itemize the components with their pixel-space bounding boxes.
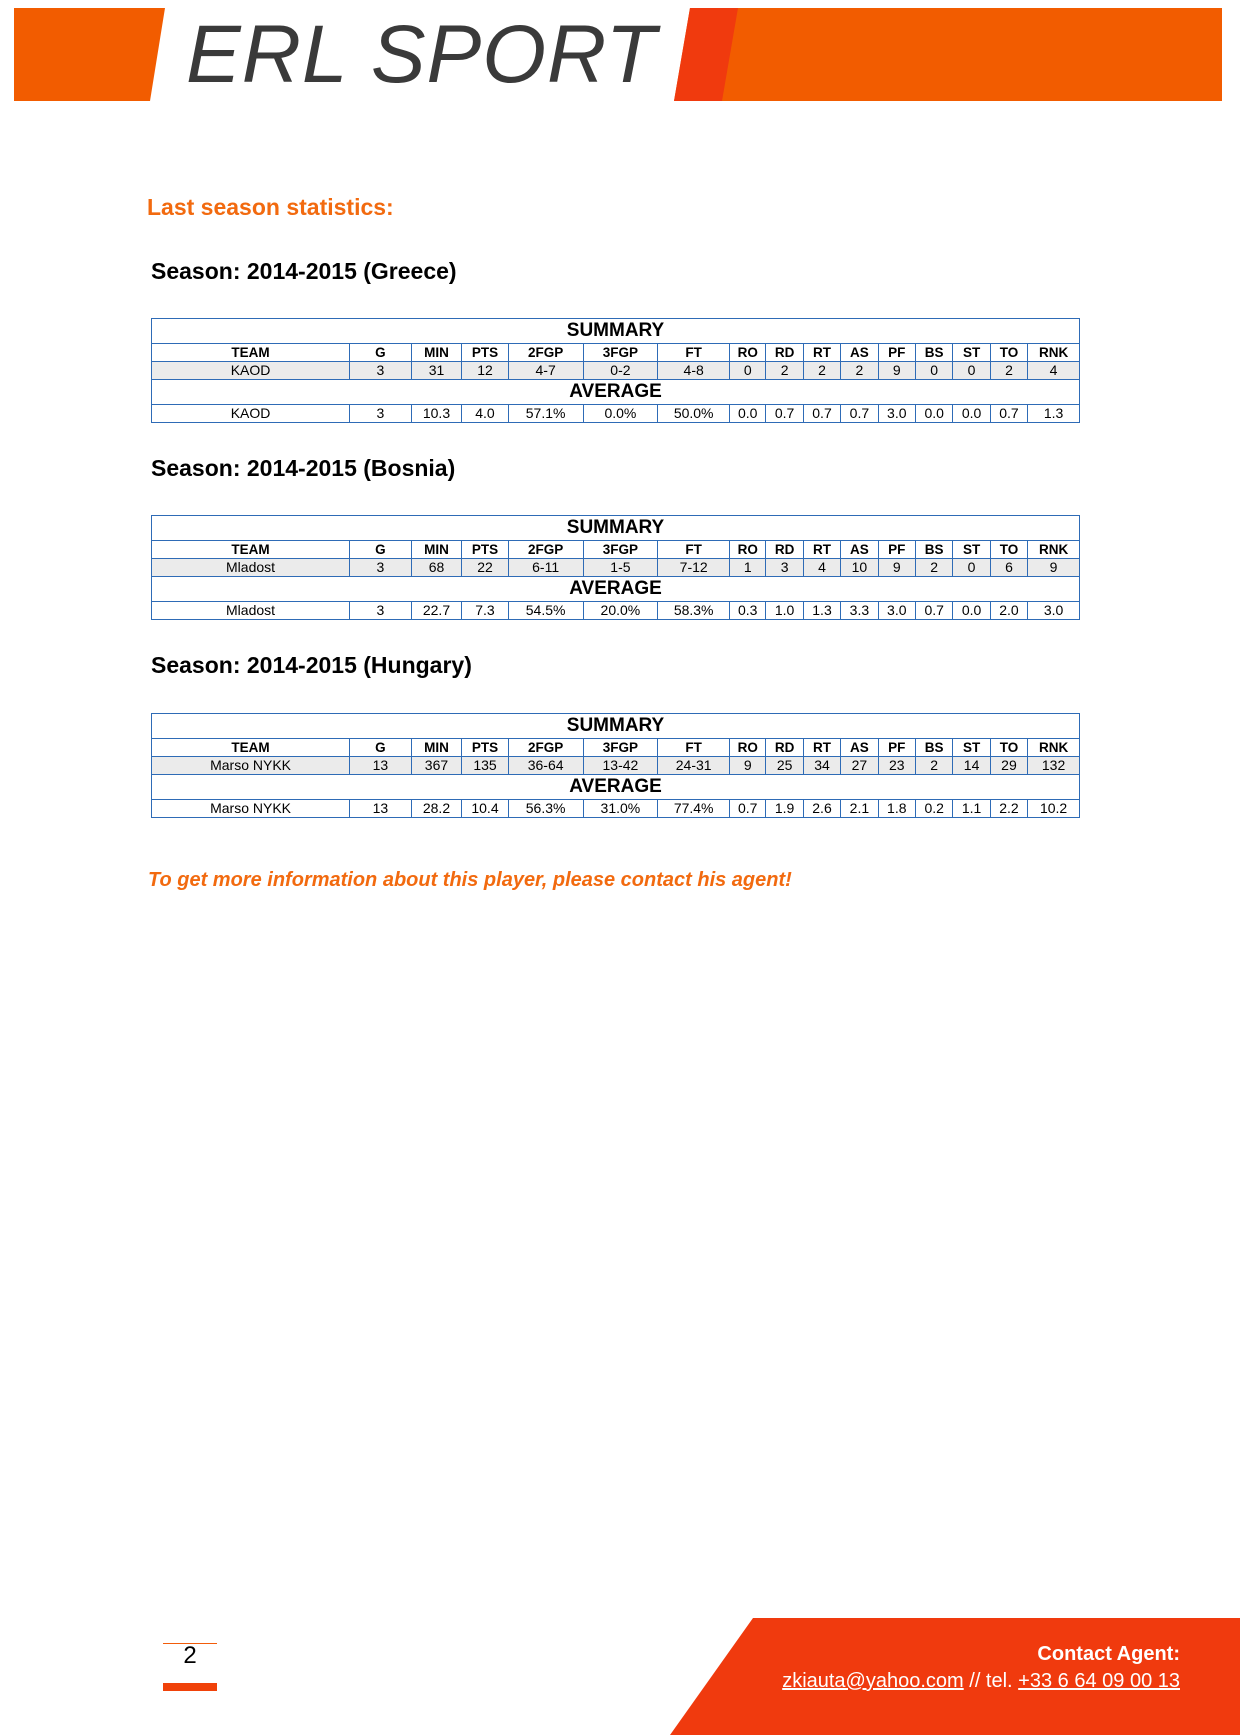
column-header: TEAM: [152, 344, 350, 362]
average-banner: AVERAGE: [152, 775, 1080, 800]
table-cell: 9: [878, 362, 915, 380]
table-cell: 0.7: [766, 405, 803, 423]
table-cell: 3.0: [878, 602, 915, 620]
table-cell: 2: [990, 362, 1027, 380]
table-cell: 9: [878, 559, 915, 577]
header-row: [152, 541, 1080, 559]
summary-banner: SUMMARY: [152, 319, 1080, 344]
table-cell: 10: [841, 559, 878, 577]
table-cell: 13-42: [583, 757, 658, 775]
table-cell: 6-11: [508, 559, 583, 577]
table-cell: 3.0: [878, 405, 915, 423]
table-cell: 132: [1028, 757, 1080, 775]
table-cell: 25: [766, 757, 803, 775]
table-cell: 0.0: [953, 405, 990, 423]
table-cell: 56.3%: [508, 800, 583, 818]
column-header: RT: [803, 739, 840, 757]
table-cell: 7-12: [658, 559, 730, 577]
section-title: Last season statistics:: [147, 194, 394, 220]
column-header: TO: [990, 541, 1027, 559]
table-cell: 0.2: [915, 800, 952, 818]
column-header: RT: [803, 541, 840, 559]
table-cell: 58.3%: [658, 602, 730, 620]
table-cell: 1.8: [878, 800, 915, 818]
table-cell: 9: [1028, 559, 1080, 577]
column-header: RO: [730, 739, 766, 757]
column-header: RNK: [1028, 541, 1080, 559]
table-cell: 34: [803, 757, 840, 775]
table-cell: 2: [766, 362, 803, 380]
agent-phone-link[interactable]: +33 6 64 09 00 13: [1018, 1670, 1180, 1692]
column-header: 2FGP: [508, 739, 583, 757]
column-header: G: [350, 739, 412, 757]
average-row: [152, 602, 1080, 620]
summary-row: [152, 757, 1080, 775]
table-cell: 0-2: [583, 362, 658, 380]
table-cell: 23: [878, 757, 915, 775]
table-cell: Marso NYKK: [152, 757, 350, 775]
table-cell: 135: [462, 757, 508, 775]
column-header: PF: [878, 739, 915, 757]
table-cell: 31.0%: [583, 800, 658, 818]
table-cell: 0.7: [915, 602, 952, 620]
table-cell: 2: [915, 559, 952, 577]
table-cell: 24-31: [658, 757, 730, 775]
table-cell: 2: [915, 757, 952, 775]
table-cell: 0.7: [841, 405, 878, 423]
column-header: 3FGP: [583, 739, 658, 757]
column-header: RNK: [1028, 739, 1080, 757]
column-header: PTS: [462, 541, 508, 559]
table-cell: 4: [803, 559, 840, 577]
brand-logo: ERL SPORT: [186, 9, 657, 100]
table-cell: 0: [915, 362, 952, 380]
table-cell: 0.0%: [583, 405, 658, 423]
table-cell: 0.0: [953, 602, 990, 620]
stats-table: [151, 515, 1080, 620]
table-cell: 7.3: [462, 602, 508, 620]
table-cell: 0: [953, 362, 990, 380]
column-header: RO: [730, 541, 766, 559]
average-row: [152, 800, 1080, 818]
table-cell: 3: [766, 559, 803, 577]
table-cell: 0.0: [730, 405, 766, 423]
column-header: BS: [915, 541, 952, 559]
agent-email-link[interactable]: zkiauta@yahoo.com: [782, 1670, 964, 1692]
table-cell: 13: [350, 757, 412, 775]
table-cell: 4-8: [658, 362, 730, 380]
table-cell: 3: [350, 559, 412, 577]
column-header: ST: [953, 344, 990, 362]
table-cell: 2.6: [803, 800, 840, 818]
column-header: FT: [658, 739, 730, 757]
contact-label: Contact Agent:: [1037, 1643, 1180, 1665]
header-banner: [0, 0, 1240, 110]
table-cell: 4-7: [508, 362, 583, 380]
table-cell: 29: [990, 757, 1027, 775]
table-cell: 31: [411, 362, 462, 380]
column-header: ST: [953, 739, 990, 757]
table-cell: 0.7: [730, 800, 766, 818]
summary-banner: SUMMARY: [152, 516, 1080, 541]
table-cell: 3.3: [841, 602, 878, 620]
column-header: TEAM: [152, 541, 350, 559]
tel-prefix: // tel.: [963, 1670, 1019, 1692]
page-number: 2: [183, 1642, 197, 1669]
column-header: 3FGP: [583, 344, 658, 362]
column-header: 3FGP: [583, 541, 658, 559]
table-cell: 0: [953, 559, 990, 577]
header-row: [152, 344, 1080, 362]
column-header: TO: [990, 344, 1027, 362]
column-header: PF: [878, 541, 915, 559]
stats-table: [151, 318, 1080, 423]
table-cell: 6: [990, 559, 1027, 577]
table-cell: 20.0%: [583, 602, 658, 620]
column-header: G: [350, 541, 412, 559]
column-header: RD: [766, 344, 803, 362]
table-cell: 77.4%: [658, 800, 730, 818]
average-banner: AVERAGE: [152, 380, 1080, 405]
table-cell: 3: [350, 405, 412, 423]
column-header: ST: [953, 541, 990, 559]
column-header: FT: [658, 344, 730, 362]
column-header: TEAM: [152, 739, 350, 757]
table-cell: 36-64: [508, 757, 583, 775]
table-cell: 14: [953, 757, 990, 775]
table-cell: 50.0%: [658, 405, 730, 423]
table-cell: 4.0: [462, 405, 508, 423]
table-cell: 3: [350, 362, 412, 380]
season-title: Season: 2014-2015 (Greece): [151, 258, 457, 284]
table-cell: 2: [803, 362, 840, 380]
table-cell: Mladost: [152, 559, 350, 577]
table-cell: 1.9: [766, 800, 803, 818]
table-cell: 10.4: [462, 800, 508, 818]
header-row: [152, 739, 1080, 757]
table-cell: 0: [730, 362, 766, 380]
table-cell: 1: [730, 559, 766, 577]
table-cell: 1.1: [953, 800, 990, 818]
average-row: [152, 405, 1080, 423]
summary-banner: SUMMARY: [152, 714, 1080, 739]
season-title: Season: 2014-2015 (Hungary): [151, 652, 472, 678]
table-cell: 0.3: [730, 602, 766, 620]
table-cell: Mladost: [152, 602, 350, 620]
column-header: BS: [915, 739, 952, 757]
table-cell: Marso NYKK: [152, 800, 350, 818]
column-header: 2FGP: [508, 541, 583, 559]
column-header: PTS: [462, 344, 508, 362]
table-cell: 0.7: [803, 405, 840, 423]
table-cell: 13: [350, 800, 412, 818]
table-cell: 54.5%: [508, 602, 583, 620]
table-cell: 1.3: [1028, 405, 1080, 423]
table-cell: 1-5: [583, 559, 658, 577]
column-header: AS: [841, 739, 878, 757]
table-cell: 1.3: [803, 602, 840, 620]
table-cell: 68: [411, 559, 462, 577]
column-header: AS: [841, 541, 878, 559]
season-title: Season: 2014-2015 (Bosnia): [151, 455, 456, 481]
table-cell: 27: [841, 757, 878, 775]
stats-table: [151, 713, 1080, 818]
column-header: PTS: [462, 739, 508, 757]
table-cell: KAOD: [152, 405, 350, 423]
column-header: MIN: [411, 344, 462, 362]
column-header: AS: [841, 344, 878, 362]
average-banner: AVERAGE: [152, 577, 1080, 602]
column-header: RT: [803, 344, 840, 362]
column-header: RO: [730, 344, 766, 362]
column-header: TO: [990, 739, 1027, 757]
table-cell: 22.7: [411, 602, 462, 620]
table-cell: 10.3: [411, 405, 462, 423]
table-cell: 4: [1028, 362, 1080, 380]
table-cell: 57.1%: [508, 405, 583, 423]
column-header: MIN: [411, 739, 462, 757]
table-cell: 3: [350, 602, 412, 620]
summary-row: [152, 362, 1080, 380]
column-header: 2FGP: [508, 344, 583, 362]
table-cell: 22: [462, 559, 508, 577]
table-cell: 9: [730, 757, 766, 775]
column-header: BS: [915, 344, 952, 362]
table-cell: 10.2: [1028, 800, 1080, 818]
table-cell: 28.2: [411, 800, 462, 818]
closing-note: To get more information about this player, please contact his agent!: [148, 869, 792, 891]
contact-line: [782, 1670, 1180, 1693]
table-cell: 2.0: [990, 602, 1027, 620]
column-header: MIN: [411, 541, 462, 559]
table-cell: 367: [411, 757, 462, 775]
column-header: G: [350, 344, 412, 362]
table-cell: 2.2: [990, 800, 1027, 818]
column-header: RD: [766, 739, 803, 757]
table-cell: 2.1: [841, 800, 878, 818]
page-number-bar: [163, 1683, 217, 1691]
column-header: PF: [878, 344, 915, 362]
table-cell: 0.0: [915, 405, 952, 423]
table-cell: 2: [841, 362, 878, 380]
table-cell: KAOD: [152, 362, 350, 380]
column-header: RNK: [1028, 344, 1080, 362]
table-cell: 3.0: [1028, 602, 1080, 620]
column-header: FT: [658, 541, 730, 559]
summary-row: [152, 559, 1080, 577]
column-header: RD: [766, 541, 803, 559]
table-cell: 12: [462, 362, 508, 380]
table-cell: 0.7: [990, 405, 1027, 423]
table-cell: 1.0: [766, 602, 803, 620]
